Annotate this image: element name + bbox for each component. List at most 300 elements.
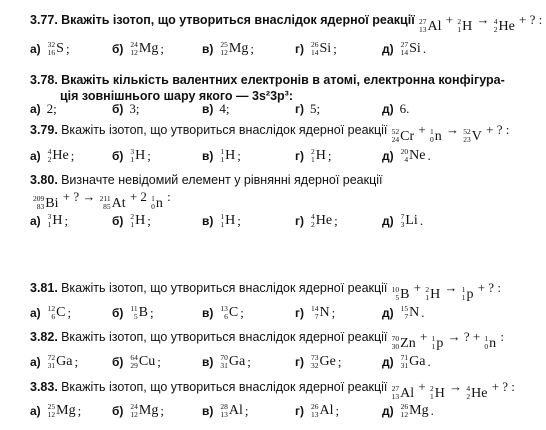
- mass-number: 11: [130, 304, 138, 313]
- mass-number: 70: [391, 334, 400, 343]
- answer-option: [112, 101, 140, 117]
- reaction-operator: :: [163, 189, 175, 204]
- answer-option: [295, 354, 341, 370]
- atomic-number: 1: [425, 293, 430, 302]
- answer-option: [30, 148, 74, 164]
- atomic-number: 4: [404, 155, 409, 164]
- option-punctuation: ;: [147, 213, 151, 228]
- mass-number: 2: [457, 17, 462, 26]
- question-text: Вкажіть ізотоп, що утвориться внаслідок ядерної реакції: [61, 380, 388, 394]
- atomic-number: 23: [463, 135, 471, 144]
- mass-number: 64: [130, 353, 138, 362]
- mass-number: 70: [220, 353, 228, 362]
- mass-number: 25: [220, 40, 228, 49]
- element-symbol: Bi: [45, 195, 59, 211]
- problem-3-77-question: [30, 12, 546, 34]
- answer-option: [202, 101, 230, 117]
- answer-option: [112, 148, 151, 164]
- nuclide-symbol: [48, 354, 73, 370]
- option-punctuation: ;: [74, 354, 79, 369]
- option-punctuation: ;: [160, 403, 164, 418]
- option-letter: а): [30, 306, 41, 320]
- atomic-number: 6: [51, 312, 56, 321]
- answer-option: [112, 354, 161, 370]
- question-text: Вкажіть ізотоп, що утвориться внаслідок ядерної реакції: [61, 330, 388, 344]
- element-symbol: Al: [427, 18, 442, 34]
- nuclide-symbol: [130, 148, 145, 164]
- nuclide-symbol: [463, 128, 482, 144]
- option-punctuation: ;: [334, 213, 338, 228]
- option-punctuation: .: [427, 354, 431, 369]
- nuclide-symbol: [430, 128, 442, 144]
- element-symbol: H: [52, 213, 63, 228]
- answer-option: [382, 213, 423, 229]
- element-symbol: H: [135, 213, 146, 228]
- nuclide-symbol: [48, 41, 64, 57]
- option-letter: г): [295, 149, 304, 163]
- nuclide-symbol: [432, 335, 444, 351]
- atomic-number: 1: [430, 392, 434, 401]
- option-text: 5;: [310, 101, 321, 116]
- nuclide-symbol: [392, 335, 416, 351]
- option-punctuation: .: [422, 41, 427, 56]
- problem-number: 3.80.: [30, 173, 58, 187]
- option-letter: д): [382, 355, 394, 369]
- option-letter: д): [382, 102, 394, 116]
- nuclide-symbol: [401, 213, 418, 229]
- option-letter: в): [202, 355, 214, 369]
- option-letter: в): [202, 306, 214, 320]
- mass-number: 7: [400, 212, 405, 221]
- element-symbol: B: [400, 286, 410, 302]
- answer-option: [202, 354, 251, 370]
- nuclide-symbol: [311, 354, 336, 370]
- answer-option: [30, 403, 81, 419]
- atomic-number: 5: [133, 312, 138, 321]
- option-letter: б): [112, 42, 124, 56]
- option-letter: г): [295, 404, 304, 418]
- answer-option: [295, 41, 337, 57]
- nuclide-symbol: [466, 385, 487, 401]
- element-symbol: n: [155, 195, 163, 211]
- problem-3-78-question-line-2: [60, 88, 293, 104]
- answer-option: [30, 101, 57, 117]
- option-punctuation: ;: [327, 148, 332, 163]
- atomic-number: 14: [311, 48, 319, 57]
- atomic-number: 7: [404, 312, 409, 321]
- option-letter: в): [202, 404, 214, 418]
- atomic-number: 16: [47, 48, 56, 57]
- nuclide-symbol: [130, 305, 148, 321]
- mass-number: 2: [311, 147, 315, 156]
- option-text: 2;: [46, 101, 57, 116]
- option-text: 6.: [399, 101, 410, 116]
- element-symbol: Li: [405, 213, 418, 228]
- option-letter: б): [112, 102, 124, 116]
- reaction-operator: → ? +: [444, 329, 484, 344]
- atomic-number: 12: [400, 410, 409, 419]
- element-symbol: Si: [409, 41, 421, 56]
- element-symbol: Ne: [409, 148, 426, 163]
- element-symbol: n: [489, 335, 497, 351]
- option-letter: г): [295, 42, 304, 56]
- atomic-number: 31: [220, 361, 228, 370]
- nuclide-symbol: [220, 213, 235, 229]
- answer-option: [30, 354, 78, 370]
- nuclide-symbol: [130, 41, 158, 57]
- atomic-number: 5: [395, 293, 400, 302]
- answer-option: [202, 148, 241, 164]
- element-symbol: H: [225, 148, 236, 163]
- problem-number: 3.82.: [30, 330, 58, 344]
- option-punctuation: ;: [247, 354, 251, 369]
- atomic-number: 6: [224, 312, 228, 321]
- nuclide-symbol: [130, 403, 158, 419]
- nuclide-symbol: [425, 286, 440, 302]
- answer-option: [202, 403, 249, 419]
- option-punctuation: .: [427, 148, 431, 163]
- element-symbol: p: [436, 335, 444, 351]
- answer-option: [382, 305, 425, 321]
- answer-option: [382, 403, 434, 419]
- option-letter: д): [382, 214, 394, 228]
- element-symbol: C: [56, 305, 66, 320]
- nuclide-symbol: [151, 195, 163, 211]
- element-symbol: Mg: [228, 41, 249, 56]
- atomic-number: 29: [130, 361, 138, 370]
- reaction-operator: :: [497, 329, 508, 344]
- mass-number: 1: [151, 194, 155, 203]
- element-symbol: Ge: [319, 354, 336, 369]
- option-punctuation: ;: [237, 213, 241, 228]
- mass-number: 2: [425, 285, 430, 294]
- atomic-number: 12: [130, 410, 138, 419]
- nuclide-symbol: [33, 195, 58, 211]
- answer-option: [295, 101, 320, 117]
- atomic-number: 85: [103, 202, 111, 211]
- mass-number: 13: [220, 304, 228, 313]
- option-letter: б): [112, 214, 124, 228]
- answer-option: [202, 41, 254, 57]
- atomic-number: 31: [400, 361, 409, 370]
- mass-number: 24: [130, 40, 138, 49]
- mass-number: 28: [220, 402, 228, 411]
- answer-option: [382, 354, 431, 370]
- mass-number: 2: [130, 212, 135, 221]
- element-symbol: Ga: [409, 354, 426, 369]
- atomic-number: 13: [220, 410, 228, 419]
- nuclide-symbol: [220, 305, 238, 321]
- mass-number: 26: [311, 402, 319, 411]
- nuclide-symbol: [457, 18, 472, 34]
- option-letter: в): [202, 214, 214, 228]
- option-punctuation: ;: [335, 403, 340, 418]
- reaction-operator: +: [415, 379, 429, 394]
- mass-number: 10: [391, 285, 400, 294]
- reaction-equation: [391, 379, 519, 401]
- option-text: 4;: [219, 101, 230, 116]
- reaction-equation: [418, 12, 546, 34]
- answer-option: [295, 403, 339, 419]
- option-punctuation: ;: [333, 41, 337, 56]
- mass-number: 52: [463, 127, 471, 136]
- answer-option: [112, 403, 164, 419]
- option-punctuation: ;: [65, 41, 70, 56]
- atomic-number: 2: [311, 220, 315, 229]
- mass-number: 32: [47, 40, 56, 49]
- element-symbol: S: [56, 41, 64, 56]
- element-symbol: He: [315, 213, 333, 228]
- nuclide-symbol: [484, 335, 496, 351]
- nuclide-symbol: [311, 148, 326, 164]
- option-letter: г): [295, 306, 304, 320]
- nuclide-symbol: [48, 305, 66, 321]
- option-punctuation: .: [421, 305, 425, 320]
- atomic-number: 1: [220, 155, 225, 164]
- option-letter: д): [382, 42, 394, 56]
- atomic-number: 1: [431, 342, 436, 351]
- mass-number: 1: [484, 334, 489, 343]
- mass-number: 3: [47, 212, 52, 221]
- reaction-equation: [391, 122, 513, 144]
- problem-3-80-reaction: [32, 189, 174, 211]
- mass-number: 4: [311, 212, 315, 221]
- problem-number: 3.83.: [30, 380, 58, 394]
- element-symbol: Zn: [400, 335, 416, 351]
- mass-number: 26: [400, 402, 409, 411]
- reaction-operator: +: [410, 280, 425, 295]
- answer-option: [30, 41, 70, 57]
- atomic-number: 0: [484, 342, 489, 351]
- atomic-number: 7: [314, 312, 319, 321]
- atomic-number: 13: [311, 410, 319, 419]
- option-punctuation: ;: [77, 403, 82, 418]
- problem-number: 3.79.: [30, 123, 58, 137]
- option-letter: а): [30, 102, 41, 116]
- option-letter: б): [112, 149, 124, 163]
- question-text-line-2: ція зовнішнього шару якого — 3s²3p³:: [60, 89, 293, 103]
- question-text-line-1: Вкажіть кількість валентних електронів в атомі, електронна конфігура-: [61, 73, 505, 87]
- atomic-number: 0: [430, 135, 434, 144]
- reaction-equation: [32, 189, 175, 211]
- mass-number: 1: [220, 147, 225, 156]
- atomic-number: 1: [130, 155, 135, 164]
- problem-3-79-question: [30, 122, 513, 144]
- problem-3-78-question: [30, 72, 505, 88]
- reaction-operator: +: [416, 329, 431, 344]
- atomic-number: 2: [493, 25, 498, 34]
- nuclide-symbol: [220, 354, 245, 370]
- option-letter: а): [30, 149, 41, 163]
- reaction-operator: →: [441, 280, 461, 295]
- nuclide-symbol: [401, 148, 426, 164]
- option-punctuation: ;: [147, 148, 151, 163]
- option-letter: д): [382, 404, 394, 418]
- mass-number: 4: [493, 17, 498, 26]
- element-symbol: He: [471, 385, 488, 401]
- element-symbol: Al: [319, 403, 334, 418]
- option-letter: б): [112, 355, 124, 369]
- nuclide-symbol: [494, 18, 515, 34]
- mass-number: 27: [400, 40, 409, 49]
- option-punctuation: .: [430, 403, 434, 418]
- atomic-number: 1: [457, 25, 462, 34]
- mass-number: 4: [47, 147, 52, 156]
- atomic-number: 12: [47, 410, 56, 419]
- mass-number: 20: [400, 147, 409, 156]
- nuclide-symbol: [401, 354, 426, 370]
- reaction-operator: + ? :: [515, 12, 546, 27]
- nuclide-symbol: [220, 403, 243, 419]
- mass-number: 209: [33, 194, 45, 203]
- answer-option: [382, 101, 409, 117]
- question-text: Вкажіть ізотоп, що утвориться внаслідок ядерної реакції: [61, 13, 415, 27]
- option-letter: г): [295, 214, 304, 228]
- option-letter: д): [382, 149, 394, 163]
- element-symbol: n: [434, 128, 442, 144]
- option-punctuation: ;: [157, 354, 161, 369]
- option-letter: а): [30, 404, 41, 418]
- reaction-operator: +: [415, 122, 429, 137]
- element-symbol: Al: [400, 385, 415, 401]
- option-letter: в): [202, 42, 214, 56]
- reaction-operator: →: [445, 379, 466, 394]
- element-symbol: Ga: [56, 354, 73, 369]
- mass-number: 211: [99, 194, 111, 203]
- nuclide-symbol: [220, 148, 235, 164]
- nuclide-symbol: [311, 41, 331, 57]
- option-letter: г): [295, 355, 304, 369]
- option-punctuation: ;: [67, 305, 72, 320]
- reaction-equation: [391, 280, 505, 302]
- nuclide-symbol: [311, 213, 332, 229]
- nuclide-symbol: [392, 385, 415, 401]
- mass-number: 27: [418, 17, 427, 26]
- option-punctuation: ;: [244, 403, 249, 418]
- atomic-number: 12: [220, 48, 228, 57]
- nuclide-symbol: [392, 128, 415, 144]
- option-punctuation: .: [419, 213, 424, 228]
- element-symbol: Mg: [138, 403, 159, 418]
- option-punctuation: ;: [331, 305, 336, 320]
- nuclide-symbol: [130, 213, 145, 229]
- element-symbol: H: [430, 286, 441, 302]
- element-symbol: Si: [319, 41, 332, 56]
- option-punctuation: ;: [64, 213, 69, 228]
- option-punctuation: ;: [237, 148, 241, 163]
- element-symbol: H: [315, 148, 326, 163]
- mass-number: 24: [130, 402, 138, 411]
- element-symbol: He: [498, 18, 515, 34]
- reaction-operator: + ? →: [59, 189, 99, 204]
- answer-option: [30, 213, 68, 229]
- element-symbol: N: [319, 305, 330, 320]
- element-symbol: H: [135, 148, 146, 163]
- atomic-number: 83: [36, 202, 45, 211]
- option-punctuation: ;: [70, 148, 75, 163]
- atomic-number: 32: [311, 361, 319, 370]
- option-letter: г): [295, 102, 304, 116]
- reaction-operator: + ? :: [482, 122, 513, 137]
- atomic-number: 3: [400, 220, 405, 229]
- atomic-number: 0: [151, 202, 155, 211]
- answer-option: [295, 148, 332, 164]
- element-symbol: He: [52, 148, 69, 163]
- option-letter: б): [112, 306, 124, 320]
- mass-number: 25: [47, 402, 56, 411]
- nuclide-symbol: [130, 354, 155, 370]
- mass-number: 1: [461, 285, 466, 294]
- atomic-number: 1: [47, 220, 52, 229]
- problem-3-82-question: [30, 329, 507, 351]
- element-symbol: H: [434, 385, 445, 401]
- atomic-number: 13: [391, 392, 400, 401]
- mass-number: 1: [220, 212, 225, 221]
- mass-number: 52: [391, 127, 400, 136]
- element-symbol: Mg: [409, 403, 429, 418]
- element-symbol: Al: [228, 403, 243, 418]
- atomic-number: 31: [47, 361, 56, 370]
- nuclide-symbol: [48, 148, 69, 164]
- answer-option: [202, 213, 241, 229]
- element-symbol: H: [225, 213, 236, 228]
- atomic-number: 13: [418, 25, 427, 34]
- answer-option: [112, 213, 151, 229]
- element-symbol: V: [471, 128, 482, 144]
- nuclide-symbol: [311, 305, 330, 321]
- reaction-operator: + 2: [126, 189, 151, 204]
- option-letter: в): [202, 102, 214, 116]
- reaction-operator: + ? :: [474, 280, 505, 295]
- question-text: Визначте невідомий елемент у рівнянні ядерної реакції: [61, 173, 383, 187]
- reaction-operator: + ? :: [488, 379, 519, 394]
- element-symbol: At: [111, 195, 126, 211]
- option-letter: а): [30, 355, 41, 369]
- atomic-number: 14: [400, 48, 409, 57]
- option-punctuation: ;: [240, 305, 244, 320]
- option-text: 3;: [129, 101, 140, 116]
- problem-number: 3.77.: [30, 13, 58, 27]
- nuclide-symbol: [48, 403, 76, 419]
- answer-option: [295, 305, 335, 321]
- option-letter: а): [30, 42, 41, 56]
- option-punctuation: ;: [250, 41, 254, 56]
- element-symbol: p: [466, 286, 474, 302]
- nuclide-symbol: [462, 286, 474, 302]
- mass-number: 3: [130, 147, 135, 156]
- nuclide-symbol: [401, 403, 429, 419]
- reaction-operator: +: [442, 12, 457, 27]
- element-symbol: Mg: [138, 41, 159, 56]
- mass-number: 4: [466, 384, 471, 393]
- atomic-number: 2: [47, 155, 52, 164]
- mass-number: 2: [430, 384, 434, 393]
- mass-number: 14: [311, 304, 319, 313]
- atomic-number: 1: [461, 293, 466, 302]
- reaction-operator: →: [442, 122, 463, 137]
- problem-number: 3.78.: [30, 73, 58, 87]
- nuclide-symbol: [100, 195, 126, 211]
- nuclide-symbol: [220, 41, 248, 57]
- answer-option: [112, 41, 164, 57]
- mass-number: 15: [400, 304, 409, 313]
- reaction-operator: →: [473, 12, 493, 27]
- answer-option: [382, 41, 426, 57]
- element-symbol: B: [138, 305, 148, 320]
- atomic-number: 1: [220, 220, 225, 229]
- question-text: Вкажіть ізотоп, що утвориться внаслідок ядерної реакції: [61, 281, 388, 295]
- element-symbol: Ga: [228, 354, 246, 369]
